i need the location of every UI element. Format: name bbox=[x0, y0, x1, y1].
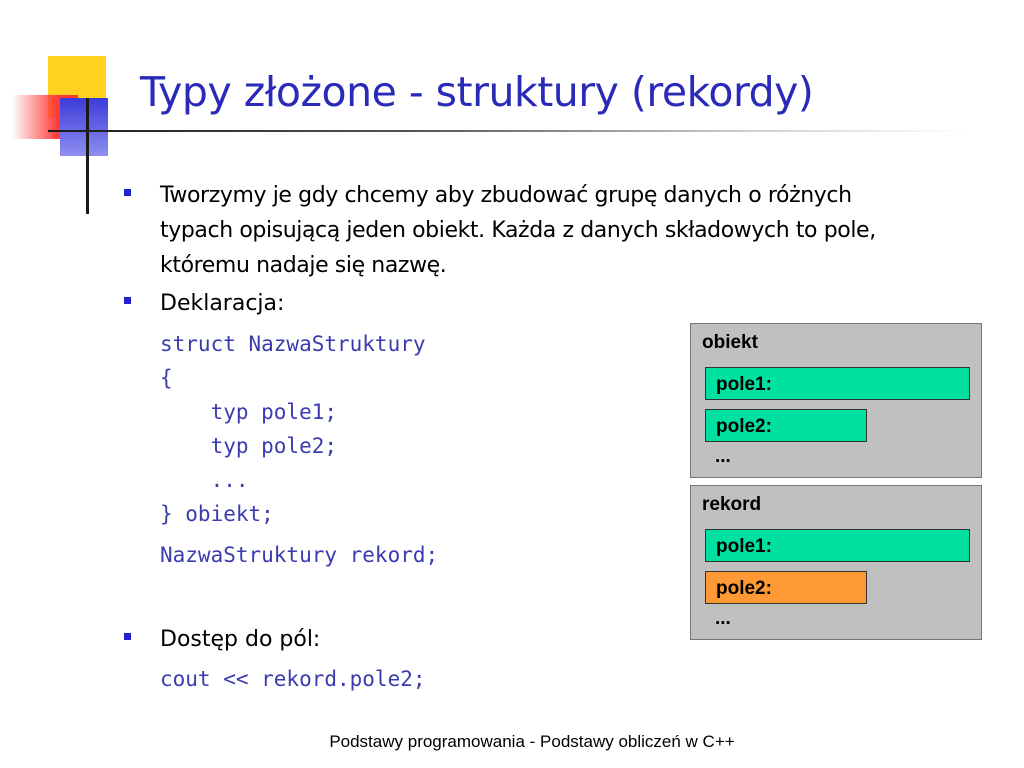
diagram-field-pole2: pole2: bbox=[705, 571, 867, 604]
bullet-item bbox=[120, 286, 680, 321]
struct-code-block: struct NazwaStruktury { typ pole1; typ pole2; ... } obiekt; bbox=[160, 332, 426, 526]
access-code-line: cout << rekord.pole2; bbox=[160, 667, 426, 691]
bullet-marker-icon bbox=[124, 297, 131, 304]
diagram-ellipsis: ... bbox=[715, 446, 731, 467]
bullet-item bbox=[120, 622, 680, 657]
diagram-field-pole1: pole1: bbox=[705, 367, 970, 400]
diagram-field-pole2: pole2: bbox=[705, 409, 867, 442]
decor-blue-square bbox=[60, 98, 108, 156]
bullet-text: Deklaracja: bbox=[160, 291, 285, 316]
slide-title: Typy złożone - struktury (rekordy) bbox=[140, 68, 814, 116]
decor-vertical-line bbox=[86, 98, 89, 214]
bullet-text: Dostęp do pól: bbox=[160, 627, 321, 652]
diagram-ellipsis: ... bbox=[715, 608, 731, 629]
diagram-box-label: obiekt bbox=[702, 332, 758, 353]
diagram-box-rekord bbox=[690, 485, 982, 640]
bullet-marker-icon bbox=[124, 189, 131, 196]
bullet-marker-icon bbox=[124, 633, 131, 640]
diagram-box-obiekt bbox=[690, 323, 982, 478]
title-underline bbox=[48, 130, 968, 132]
bullet-item bbox=[120, 178, 880, 283]
bullet-text: Tworzymy je gdy chcemy aby zbudować grupę danych o różnych typach opisującą jeden obiekt. Każda z danych składowych to pole, któremu nadaje się nazwę. bbox=[160, 183, 876, 278]
declaration-code-line: NazwaStruktury rekord; bbox=[160, 543, 439, 567]
diagram-box-label: rekord bbox=[702, 494, 762, 515]
slide-footer: Podstawy programowania - Podstawy obliczeń w C++ bbox=[329, 732, 735, 751]
diagram-field-pole1: pole1: bbox=[705, 529, 970, 562]
